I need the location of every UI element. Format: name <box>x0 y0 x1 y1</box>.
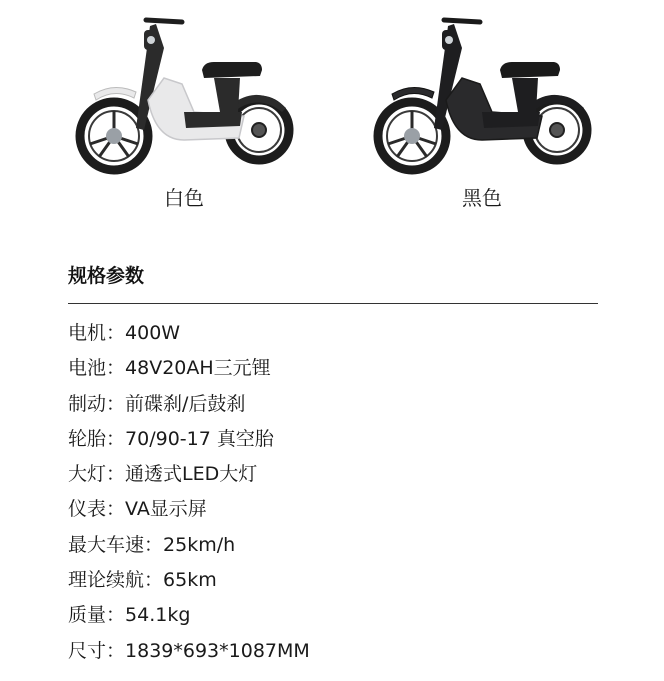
spec-value: 25km/h <box>163 533 236 556</box>
spec-name: 轮胎 <box>68 427 107 450</box>
front-wheel <box>80 102 148 170</box>
spec-section-title: 规格参数 <box>68 265 145 287</box>
spec-value: VA显示屏 <box>125 498 207 521</box>
spec-row-motor <box>68 316 310 351</box>
spec-sep: ： <box>106 498 126 521</box>
spec-name: 电机 <box>68 322 107 344</box>
spec-sep: ： <box>144 533 164 556</box>
spec-sep: ： <box>106 392 126 415</box>
spec-row-dimensions <box>68 634 310 669</box>
spec-name: 仪表 <box>68 498 107 521</box>
spec-value: 54.1kg <box>125 604 191 627</box>
variant-label-black: 黑色 <box>462 186 502 210</box>
spec-sep: ： <box>106 463 126 486</box>
spec-sep: ： <box>106 322 126 344</box>
spec-value: 400W <box>125 322 181 344</box>
spec-row-tire <box>68 422 310 457</box>
spec-row-headlight <box>68 457 310 492</box>
spec-row-weight <box>68 598 310 633</box>
spec-name: 大灯 <box>68 463 107 486</box>
spec-value: 通透式LED大灯 <box>125 463 258 486</box>
spec-list <box>68 316 310 669</box>
scooter-image-white <box>64 8 304 178</box>
spec-row-max-speed <box>68 528 310 563</box>
spec-value: 65km <box>163 569 217 592</box>
spec-row-battery <box>68 351 310 386</box>
spec-row-dashboard <box>68 492 310 527</box>
spec-value: 70/90-17 真空胎 <box>125 427 274 450</box>
spec-sep: ： <box>106 357 126 380</box>
variant-white[interactable] <box>64 0 304 220</box>
spec-name: 最大车速 <box>68 533 145 556</box>
spec-value: 前碟刹/后鼓刹 <box>125 392 246 415</box>
spec-name: 制动 <box>68 392 107 415</box>
scooter-image-black <box>362 8 602 178</box>
spec-name: 电池 <box>68 357 107 380</box>
spec-sep: ： <box>144 569 164 592</box>
variant-black[interactable] <box>362 0 602 220</box>
spec-name: 理论续航 <box>68 569 145 592</box>
divider <box>68 303 598 304</box>
spec-value: 48V20AH三元锂 <box>125 357 271 380</box>
spec-name: 质量 <box>68 604 107 627</box>
spec-sep: ： <box>106 427 126 450</box>
spec-sep: ： <box>106 639 126 662</box>
spec-value: 1839*693*1087MM <box>125 639 310 662</box>
spec-row-range <box>68 563 310 598</box>
spec-row-brake <box>68 387 310 422</box>
spec-name: 尺寸 <box>68 639 107 662</box>
variant-label-white: 白色 <box>164 186 204 210</box>
spec-sep: ： <box>106 604 126 627</box>
front-wheel <box>378 102 446 170</box>
